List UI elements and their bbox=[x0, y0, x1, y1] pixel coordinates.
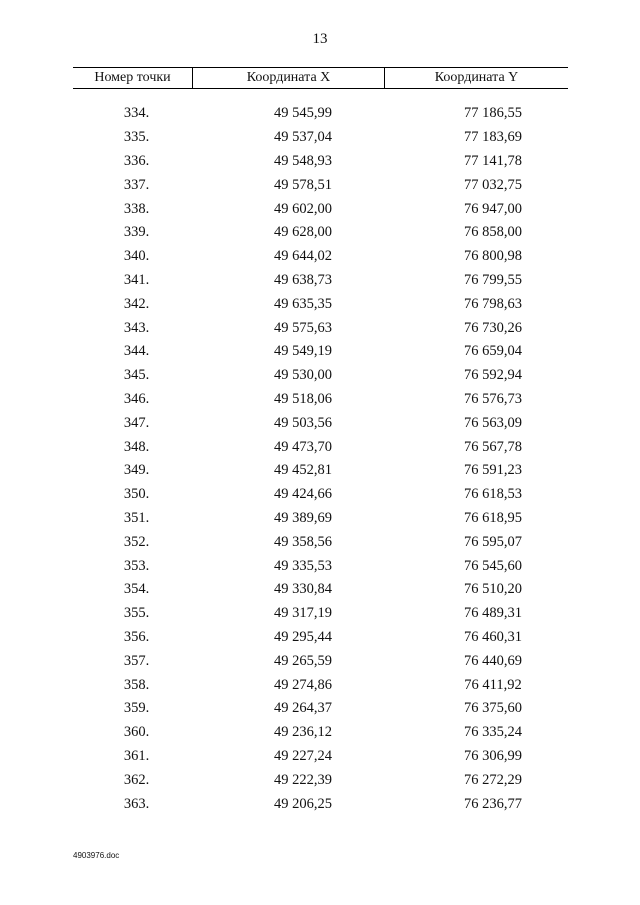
coordinate-y-cell: 76 618,95 bbox=[464, 509, 522, 526]
point-number-cell: 350. bbox=[123, 486, 150, 503]
table-row bbox=[73, 316, 568, 340]
point-number-cell: 345. bbox=[123, 367, 150, 384]
point-number-cell: 354. bbox=[123, 581, 150, 598]
table-row bbox=[73, 578, 568, 602]
point-number-cell: 358. bbox=[123, 676, 150, 693]
table-row bbox=[73, 745, 568, 769]
coordinate-x-cell: 49 358,56 bbox=[274, 533, 332, 550]
table-row bbox=[73, 245, 568, 269]
coordinate-x-cell: 49 578,51 bbox=[274, 176, 332, 193]
table-header bbox=[73, 67, 568, 89]
coordinate-x-cell: 49 548,93 bbox=[274, 152, 332, 169]
coordinate-y-cell: 76 306,99 bbox=[464, 747, 522, 764]
coordinate-y-cell: 76 567,78 bbox=[464, 438, 522, 455]
coordinate-x-cell: 49 575,63 bbox=[274, 319, 332, 336]
point-number-cell: 351. bbox=[123, 509, 150, 526]
point-number-cell: 335. bbox=[123, 129, 150, 146]
coordinate-x-cell: 49 452,81 bbox=[274, 462, 332, 479]
point-number-cell: 346. bbox=[123, 390, 150, 407]
table-row bbox=[73, 602, 568, 626]
table-row bbox=[73, 768, 568, 792]
coordinate-y-cell: 76 618,53 bbox=[464, 486, 522, 503]
point-number-cell: 359. bbox=[123, 700, 150, 717]
coordinate-y-cell: 76 730,26 bbox=[464, 319, 522, 336]
coordinate-x-cell: 49 628,00 bbox=[274, 224, 332, 241]
coordinate-y-cell: 76 411,92 bbox=[464, 676, 522, 693]
table-row bbox=[73, 388, 568, 412]
table-body bbox=[73, 102, 568, 816]
coordinate-y-cell: 76 460,31 bbox=[464, 628, 522, 645]
coordinate-y-cell: 77 186,55 bbox=[464, 105, 522, 122]
coordinate-x-cell: 49 227,24 bbox=[274, 747, 332, 764]
coordinate-x-cell: 49 222,39 bbox=[274, 771, 332, 788]
coordinate-x-cell: 49 317,19 bbox=[274, 605, 332, 622]
coordinate-x-cell: 49 424,66 bbox=[274, 486, 332, 503]
point-number-cell: 344. bbox=[123, 343, 150, 360]
table-row bbox=[73, 150, 568, 174]
coordinate-x-cell: 49 549,19 bbox=[274, 343, 332, 360]
table-row bbox=[73, 269, 568, 293]
point-number-cell: 336. bbox=[123, 152, 150, 169]
point-number-cell: 353. bbox=[123, 557, 150, 574]
table-row bbox=[73, 554, 568, 578]
coordinate-y-cell: 76 375,60 bbox=[464, 700, 522, 717]
point-number-cell: 361. bbox=[123, 747, 150, 764]
table-row bbox=[73, 411, 568, 435]
coordinate-y-cell: 76 576,73 bbox=[464, 390, 522, 407]
table-row bbox=[73, 721, 568, 745]
coordinate-x-cell: 49 638,73 bbox=[274, 271, 332, 288]
coordinate-x-cell: 49 473,70 bbox=[274, 438, 332, 455]
coordinate-y-cell: 77 141,78 bbox=[464, 152, 522, 169]
table-row bbox=[73, 340, 568, 364]
point-number-cell: 337. bbox=[123, 176, 150, 193]
table-row bbox=[73, 221, 568, 245]
coordinate-y-cell: 76 800,98 bbox=[464, 248, 522, 265]
point-number-cell: 362. bbox=[123, 771, 150, 788]
coordinate-x-cell: 49 236,12 bbox=[274, 724, 332, 741]
coordinate-x-cell: 49 264,37 bbox=[274, 700, 332, 717]
point-number-cell: 356. bbox=[123, 628, 150, 645]
coordinate-y-cell: 76 236,77 bbox=[464, 795, 522, 812]
point-number-cell: 363. bbox=[123, 795, 150, 812]
table-row bbox=[73, 649, 568, 673]
coordinate-x-cell: 49 389,69 bbox=[274, 509, 332, 526]
point-number-cell: 338. bbox=[123, 200, 150, 217]
table-row bbox=[73, 697, 568, 721]
coordinate-x-cell: 49 274,86 bbox=[274, 676, 332, 693]
coordinate-y-cell: 76 798,63 bbox=[464, 295, 522, 312]
page-number: 13 bbox=[312, 31, 328, 47]
coordinate-y-cell: 77 183,69 bbox=[464, 129, 522, 146]
point-number-cell: 340. bbox=[123, 248, 150, 265]
coordinate-x-cell: 49 644,02 bbox=[274, 248, 332, 265]
table-row bbox=[73, 102, 568, 126]
coordinate-y-cell: 76 489,31 bbox=[464, 605, 522, 622]
coordinate-x-cell: 49 635,35 bbox=[274, 295, 332, 312]
point-number-cell: 334. bbox=[123, 105, 150, 122]
point-number-cell: 347. bbox=[123, 414, 150, 431]
point-number-cell: 352. bbox=[123, 533, 150, 550]
coordinate-x-cell: 49 206,25 bbox=[274, 795, 332, 812]
point-number-cell: 342. bbox=[123, 295, 150, 312]
table-row bbox=[73, 126, 568, 150]
coordinate-y-cell: 76 947,00 bbox=[464, 200, 522, 217]
point-number-cell: 339. bbox=[123, 224, 150, 241]
table-row bbox=[73, 507, 568, 531]
coordinate-y-cell: 76 510,20 bbox=[464, 581, 522, 598]
header-point-number: Номер точки bbox=[94, 70, 171, 85]
point-number-cell: 355. bbox=[123, 605, 150, 622]
coordinate-y-cell: 76 858,00 bbox=[464, 224, 522, 241]
footer-filename: 4903976.doc bbox=[73, 851, 120, 860]
table-row bbox=[73, 292, 568, 316]
point-number-cell: 357. bbox=[123, 652, 150, 669]
coordinate-y-cell: 76 595,07 bbox=[464, 533, 522, 550]
table-row bbox=[73, 459, 568, 483]
header-coordinate-x: Координата X bbox=[192, 68, 384, 88]
table-row bbox=[73, 530, 568, 554]
coordinate-y-cell: 76 545,60 bbox=[464, 557, 522, 574]
coordinate-y-cell: 76 440,69 bbox=[464, 652, 522, 669]
point-number-cell: 360. bbox=[123, 724, 150, 741]
coordinate-x-cell: 49 518,06 bbox=[274, 390, 332, 407]
table-row bbox=[73, 673, 568, 697]
table-row bbox=[73, 173, 568, 197]
coordinate-x-cell: 49 503,56 bbox=[274, 414, 332, 431]
coordinate-y-cell: 76 272,29 bbox=[464, 771, 522, 788]
coordinate-x-cell: 49 602,00 bbox=[274, 200, 332, 217]
coordinate-x-cell: 49 335,53 bbox=[274, 557, 332, 574]
coordinate-x-cell: 49 265,59 bbox=[274, 652, 332, 669]
table-row bbox=[73, 483, 568, 507]
header-coordinate-y: Координата Y bbox=[384, 68, 568, 88]
coordinate-y-cell: 76 592,94 bbox=[464, 367, 522, 384]
coordinate-y-cell: 77 032,75 bbox=[464, 176, 522, 193]
point-number-cell: 343. bbox=[123, 319, 150, 336]
table-row bbox=[73, 435, 568, 459]
point-number-cell: 348. bbox=[123, 438, 150, 455]
coordinate-y-cell: 76 591,23 bbox=[464, 462, 522, 479]
coordinate-y-cell: 76 799,55 bbox=[464, 271, 522, 288]
coordinate-x-cell: 49 545,99 bbox=[274, 105, 332, 122]
point-number-cell: 341. bbox=[123, 271, 150, 288]
coordinate-x-cell: 49 530,00 bbox=[274, 367, 332, 384]
table-row bbox=[73, 197, 568, 221]
table-row bbox=[73, 364, 568, 388]
table-row bbox=[73, 626, 568, 650]
coordinate-x-cell: 49 330,84 bbox=[274, 581, 332, 598]
coordinate-x-cell: 49 537,04 bbox=[274, 129, 332, 146]
coordinate-y-cell: 76 335,24 bbox=[464, 724, 522, 741]
point-number-cell: 349. bbox=[123, 462, 150, 479]
coordinate-x-cell: 49 295,44 bbox=[274, 628, 332, 645]
coordinate-y-cell: 76 659,04 bbox=[464, 343, 522, 360]
table-row bbox=[73, 792, 568, 816]
coordinate-y-cell: 76 563,09 bbox=[464, 414, 522, 431]
